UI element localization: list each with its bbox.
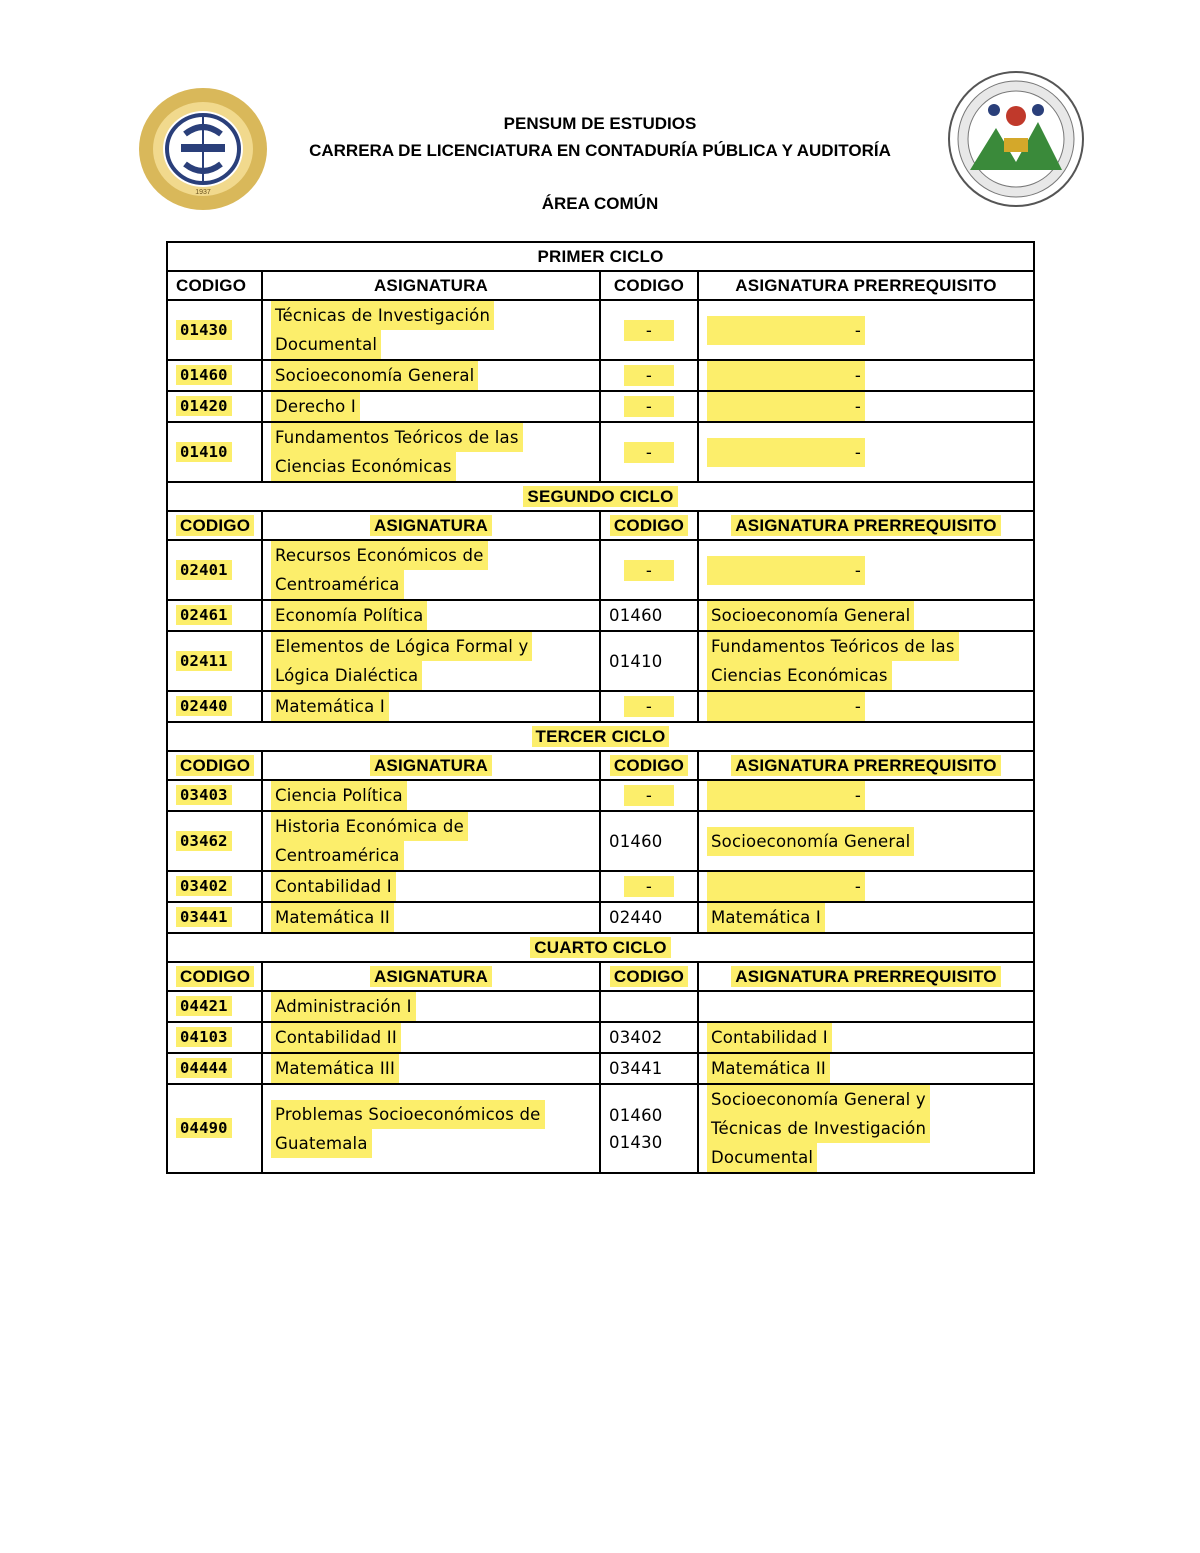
prerequisite-code xyxy=(600,1084,698,1173)
prerequisite-code xyxy=(600,300,698,360)
prerequisite-code xyxy=(600,871,698,902)
course-code xyxy=(167,871,262,902)
course-subject-line: Lógica Dialéctica xyxy=(271,661,422,690)
prereq-subject-value: Fundamentos Teóricos de las xyxy=(707,632,959,661)
ciclo-row xyxy=(167,722,1034,751)
course-row xyxy=(167,631,1034,691)
subject-line-wrap xyxy=(271,992,591,1021)
header-asignatura-label: ASIGNATURA xyxy=(370,515,492,536)
subject-line-wrap xyxy=(271,570,591,599)
course-subject xyxy=(262,422,600,482)
course-code-value: 04490 xyxy=(176,1118,232,1138)
prereq-subject-value: Socioeconomía General xyxy=(707,601,914,630)
course-subject-line: Elementos de Lógica Formal y xyxy=(271,632,532,661)
prereq-subject-value: Documental xyxy=(707,1143,817,1172)
header-codigo xyxy=(167,271,262,300)
course-subject-line: Ciencia Política xyxy=(271,781,407,810)
header-codigo-prerrequisito-label: CODIGO xyxy=(610,515,688,536)
prereq-code-value: 01460 xyxy=(609,831,663,851)
prereq-subject-line-wrap xyxy=(707,632,1025,661)
subject-line-wrap xyxy=(271,661,591,690)
subject-line-wrap xyxy=(271,812,591,841)
course-code xyxy=(167,1053,262,1084)
prerequisite-code xyxy=(600,780,698,811)
prereq-code-dash: - xyxy=(624,785,674,806)
course-row xyxy=(167,360,1034,391)
course-subject-line: Contabilidad I xyxy=(271,872,396,901)
course-subject-line: Técnicas de Investigación xyxy=(271,301,494,330)
course-code-value: 04103 xyxy=(176,1027,232,1047)
prerequisite-subject xyxy=(698,780,1034,811)
course-subject-line: Economía Política xyxy=(271,601,427,630)
document-title: PENSUM DE ESTUDIOS xyxy=(503,114,697,133)
course-code-value: 03402 xyxy=(176,876,232,896)
prereq-code-dash: - xyxy=(624,876,674,897)
course-row xyxy=(167,1084,1034,1173)
prereq-subject-dash: - xyxy=(707,556,865,585)
prerequisite-subject xyxy=(698,631,1034,691)
header-asignatura-label: ASIGNATURA xyxy=(370,755,492,776)
prerequisite-subject xyxy=(698,1022,1034,1053)
course-row xyxy=(167,1053,1034,1084)
prereq-subject-value: Socioeconomía General xyxy=(707,827,914,856)
header-codigo-prerrequisito xyxy=(600,962,698,991)
header-codigo xyxy=(167,751,262,780)
course-subject-line: Guatemala xyxy=(271,1129,372,1158)
course-subject xyxy=(262,540,600,600)
prerequisite-subject xyxy=(698,811,1034,871)
prerequisite-subject xyxy=(698,1084,1034,1173)
prereq-subject-line-wrap xyxy=(707,601,1025,630)
course-code-value: 01420 xyxy=(176,396,232,416)
prereq-code-dash: - xyxy=(624,560,674,581)
ciclo-title xyxy=(167,482,1034,511)
prereq-code-line-wrap xyxy=(609,693,689,720)
header-asignatura-prerrequisito xyxy=(698,271,1034,300)
career-title: CARRERA DE LICENCIATURA EN CONTADURÍA PÚBLICA Y AUDITORÍA xyxy=(309,141,891,160)
prereq-subject-value: Socioeconomía General y xyxy=(707,1085,930,1114)
subject-line-wrap xyxy=(271,423,591,452)
course-code xyxy=(167,300,262,360)
prerequisite-subject xyxy=(698,991,1034,1022)
prereq-code-line-wrap xyxy=(609,439,689,466)
header-asignatura-prerrequisito xyxy=(698,751,1034,780)
course-code xyxy=(167,422,262,482)
subject-line-wrap xyxy=(271,361,591,390)
course-code xyxy=(167,780,262,811)
column-header-row xyxy=(167,511,1034,540)
prereq-code-line-wrap xyxy=(609,1055,689,1082)
prereq-subject-value: Matemática I xyxy=(707,903,825,932)
prereq-code-dash: - xyxy=(624,365,674,386)
header-codigo-prerrequisito-label: CODIGO xyxy=(610,966,688,987)
ciclo-name: CUARTO CICLO xyxy=(530,937,670,958)
prerequisite-code xyxy=(600,902,698,933)
prerequisite-subject xyxy=(698,1053,1034,1084)
course-code xyxy=(167,600,262,631)
subject-line-wrap xyxy=(271,1100,591,1129)
course-code-value: 01460 xyxy=(176,365,232,385)
course-row xyxy=(167,902,1034,933)
course-subject xyxy=(262,780,600,811)
prereq-code-dash: - xyxy=(624,696,674,717)
prereq-code-value: 01430 xyxy=(609,1132,663,1152)
course-subject xyxy=(262,360,600,391)
subject-line-wrap xyxy=(271,632,591,661)
subject-line-wrap xyxy=(271,692,591,721)
prereq-code-line-wrap xyxy=(609,904,689,931)
prereq-code-line-wrap xyxy=(609,648,689,675)
prereq-code-value: 01460 xyxy=(609,1105,663,1125)
course-code-value: 03441 xyxy=(176,907,232,927)
course-subject-line: Recursos Económicos de xyxy=(271,541,488,570)
course-subject-line: Matemática III xyxy=(271,1054,399,1083)
prerequisite-code xyxy=(600,1022,698,1053)
prereq-code-line-wrap xyxy=(609,873,689,900)
prereq-subject-dash: - xyxy=(707,781,865,810)
course-code-value: 02461 xyxy=(176,605,232,625)
header-codigo-prerrequisito xyxy=(600,271,698,300)
prereq-code-line-wrap xyxy=(609,602,689,629)
course-code xyxy=(167,991,262,1022)
course-subject xyxy=(262,300,600,360)
prereq-subject-dash: - xyxy=(707,692,865,721)
prereq-subject-line-wrap xyxy=(707,827,1025,856)
header-asignatura-label: ASIGNATURA xyxy=(373,276,489,295)
course-row xyxy=(167,811,1034,871)
prereq-subject-dash: - xyxy=(707,316,865,345)
prereq-subject-dash: - xyxy=(707,392,865,421)
course-subject-line: Matemática I xyxy=(271,692,389,721)
subject-line-wrap xyxy=(271,541,591,570)
prereq-code-value: 01410 xyxy=(609,651,663,671)
prereq-code-line-wrap xyxy=(609,782,689,809)
prereq-code-value: 03441 xyxy=(609,1059,663,1078)
prerequisite-code xyxy=(600,991,698,1022)
ciclo-name: SEGUNDO CICLO xyxy=(523,486,677,507)
header-asignatura xyxy=(262,271,600,300)
subject-line-wrap xyxy=(271,872,591,901)
prereq-subject-line-wrap xyxy=(707,316,1025,345)
course-code xyxy=(167,691,262,722)
prereq-code-value: 03402 xyxy=(609,1028,663,1047)
ciclo-title xyxy=(167,933,1034,962)
column-header-row xyxy=(167,271,1034,300)
prereq-code-line-wrap xyxy=(609,557,689,584)
prerequisite-code xyxy=(600,691,698,722)
subject-line-wrap xyxy=(271,601,591,630)
prereq-subject-line-wrap xyxy=(707,1085,1025,1114)
prereq-code-line-wrap xyxy=(609,1024,689,1051)
ciclo-name: TERCER CICLO xyxy=(532,726,670,747)
header-codigo-prerrequisito-label: CODIGO xyxy=(613,276,685,295)
prereq-subject-line-wrap xyxy=(707,1023,1025,1052)
prereq-subject-dash: - xyxy=(707,361,865,390)
course-code xyxy=(167,631,262,691)
prereq-subject-line-wrap xyxy=(707,692,1025,721)
prereq-code-dash: - xyxy=(624,320,674,341)
ciclo-title xyxy=(167,242,1034,271)
prerequisite-code xyxy=(600,1053,698,1084)
prereq-subject-line-wrap xyxy=(707,903,1025,932)
ciclo-row xyxy=(167,933,1034,962)
subject-line-wrap xyxy=(271,301,591,330)
prerequisite-subject xyxy=(698,600,1034,631)
course-code-value: 03403 xyxy=(176,785,232,805)
course-code xyxy=(167,391,262,422)
header-asignatura xyxy=(262,751,600,780)
prereq-code-value: 02440 xyxy=(609,908,663,927)
prereq-code-dash: - xyxy=(624,396,674,417)
header-asignatura-prerrequisito-label: ASIGNATURA PRERREQUISITO xyxy=(735,276,997,295)
header-asignatura xyxy=(262,511,600,540)
subject-line-wrap xyxy=(271,903,591,932)
course-code-value: 01410 xyxy=(176,442,232,462)
prerequisite-code xyxy=(600,600,698,631)
header-codigo-prerrequisito xyxy=(600,511,698,540)
prereq-subject-line-wrap xyxy=(707,438,1025,467)
prerequisite-code xyxy=(600,391,698,422)
header-codigo xyxy=(167,511,262,540)
ciclo-title xyxy=(167,722,1034,751)
column-header-row xyxy=(167,751,1034,780)
course-code xyxy=(167,902,262,933)
subject-line-wrap xyxy=(271,452,591,481)
header-codigo-prerrequisito xyxy=(600,751,698,780)
course-code-value: 03462 xyxy=(176,831,232,851)
prerequisite-subject xyxy=(698,871,1034,902)
prereq-subject-line-wrap xyxy=(707,392,1025,421)
course-subject xyxy=(262,691,600,722)
svg-text:1937: 1937 xyxy=(195,189,211,196)
course-subject-line: Documental xyxy=(271,330,381,359)
ciclo-row xyxy=(167,242,1034,271)
header-asignatura xyxy=(262,962,600,991)
prereq-code-line-wrap xyxy=(609,362,689,389)
prereq-subject-value: Técnicas de Investigación xyxy=(707,1114,930,1143)
course-code-value: 02440 xyxy=(176,696,232,716)
header-codigo-prerrequisito-label: CODIGO xyxy=(610,755,688,776)
header-asignatura-prerrequisito-label: ASIGNATURA PRERREQUISITO xyxy=(731,755,1000,776)
course-row xyxy=(167,991,1034,1022)
course-code xyxy=(167,360,262,391)
prereq-code-dash: - xyxy=(624,442,674,463)
course-row xyxy=(167,300,1034,360)
prerequisite-subject xyxy=(698,691,1034,722)
course-subject-line: Derecho I xyxy=(271,392,360,421)
header-codigo-label: CODIGO xyxy=(176,276,247,295)
prerequisite-subject xyxy=(698,360,1034,391)
prereq-code-line-wrap xyxy=(609,317,689,344)
header-asignatura-prerrequisito xyxy=(698,962,1034,991)
course-code-value: 04444 xyxy=(176,1058,232,1078)
header-asignatura-label: ASIGNATURA xyxy=(370,966,492,987)
course-code xyxy=(167,811,262,871)
course-subject-line: Fundamentos Teóricos de las xyxy=(271,423,523,452)
pensum-table xyxy=(166,241,1035,1174)
course-subject-line: Historia Económica de xyxy=(271,812,468,841)
university-seal-logo xyxy=(946,70,1086,208)
course-row xyxy=(167,871,1034,902)
course-subject-line: Administración I xyxy=(271,992,416,1021)
prerequisite-code xyxy=(600,631,698,691)
prereq-subject-line-wrap xyxy=(707,661,1025,690)
course-code-value: 01430 xyxy=(176,320,232,340)
prereq-subject-dash: - xyxy=(707,438,865,467)
prereq-subject-dash: - xyxy=(707,872,865,901)
header-codigo-label: CODIGO xyxy=(176,966,254,987)
course-row xyxy=(167,600,1034,631)
prereq-subject-line-wrap xyxy=(707,1143,1025,1172)
subject-line-wrap xyxy=(271,330,591,359)
prereq-subject-line-wrap xyxy=(707,781,1025,810)
header-codigo-label: CODIGO xyxy=(176,515,254,536)
course-subject xyxy=(262,600,600,631)
course-subject-line: Ciencias Económicas xyxy=(271,452,456,481)
course-subject-line: Centroamérica xyxy=(271,570,404,599)
subject-line-wrap xyxy=(271,781,591,810)
course-row xyxy=(167,540,1034,600)
course-code-value: 04421 xyxy=(176,996,232,1016)
course-subject-line: Matemática II xyxy=(271,903,394,932)
subject-line-wrap xyxy=(271,1129,591,1158)
course-row xyxy=(167,780,1034,811)
course-subject xyxy=(262,1053,600,1084)
header-codigo-label: CODIGO xyxy=(176,755,254,776)
course-row xyxy=(167,691,1034,722)
prereq-subject-value: Contabilidad I xyxy=(707,1023,832,1052)
prereq-subject-line-wrap xyxy=(707,1054,1025,1083)
course-subject xyxy=(262,631,600,691)
course-code xyxy=(167,1022,262,1053)
prereq-subject-line-wrap xyxy=(707,1114,1025,1143)
prereq-subject-value: Matemática II xyxy=(707,1054,830,1083)
column-header-row xyxy=(167,962,1034,991)
course-code xyxy=(167,1084,262,1173)
course-subject-line: Problemas Socioeconómicos de xyxy=(271,1100,545,1129)
header-asignatura-prerrequisito xyxy=(698,511,1034,540)
prerequisite-code xyxy=(600,540,698,600)
course-subject xyxy=(262,391,600,422)
course-code-value: 02401 xyxy=(176,560,232,580)
prerequisite-subject xyxy=(698,300,1034,360)
prerequisite-code xyxy=(600,422,698,482)
subject-line-wrap xyxy=(271,1023,591,1052)
course-subject-line: Socioeconomía General xyxy=(271,361,478,390)
course-row xyxy=(167,391,1034,422)
prerequisite-subject xyxy=(698,422,1034,482)
header-asignatura-prerrequisito-label: ASIGNATURA PRERREQUISITO xyxy=(731,515,1000,536)
prereq-subject-line-wrap xyxy=(707,556,1025,585)
subject-line-wrap xyxy=(271,392,591,421)
subject-line-wrap xyxy=(271,1054,591,1083)
course-subject-line: Centroamérica xyxy=(271,841,404,870)
prereq-code-value: 01460 xyxy=(609,606,663,625)
prereq-code-line-wrap xyxy=(609,828,689,855)
header-asignatura-prerrequisito-label: ASIGNATURA PRERREQUISITO xyxy=(731,966,1000,987)
course-subject xyxy=(262,1084,600,1173)
prerequisite-code xyxy=(600,811,698,871)
ciclo-row xyxy=(167,482,1034,511)
prerequisite-subject xyxy=(698,391,1034,422)
area-title: ÁREA COMÚN xyxy=(541,194,659,213)
course-code-value: 02411 xyxy=(176,651,232,671)
prerequisite-subject xyxy=(698,902,1034,933)
course-subject xyxy=(262,871,600,902)
course-row xyxy=(167,1022,1034,1053)
subject-line-wrap xyxy=(271,841,591,870)
course-subject xyxy=(262,1022,600,1053)
course-subject-line: Contabilidad II xyxy=(271,1023,401,1052)
course-subject xyxy=(262,811,600,871)
prereq-subject-value: Ciencias Económicas xyxy=(707,661,892,690)
header-codigo xyxy=(167,962,262,991)
prereq-code-line-wrap xyxy=(609,1129,689,1156)
course-subject xyxy=(262,991,600,1022)
prereq-subject-line-wrap xyxy=(707,361,1025,390)
course-row xyxy=(167,422,1034,482)
prerequisite-subject xyxy=(698,540,1034,600)
course-code xyxy=(167,540,262,600)
prereq-code-line-wrap xyxy=(609,393,689,420)
ciclo-name: PRIMER CICLO xyxy=(537,247,664,266)
prerequisite-code xyxy=(600,360,698,391)
prereq-code-line-wrap xyxy=(609,1102,689,1129)
prereq-subject-line-wrap xyxy=(707,872,1025,901)
course-subject xyxy=(262,902,600,933)
